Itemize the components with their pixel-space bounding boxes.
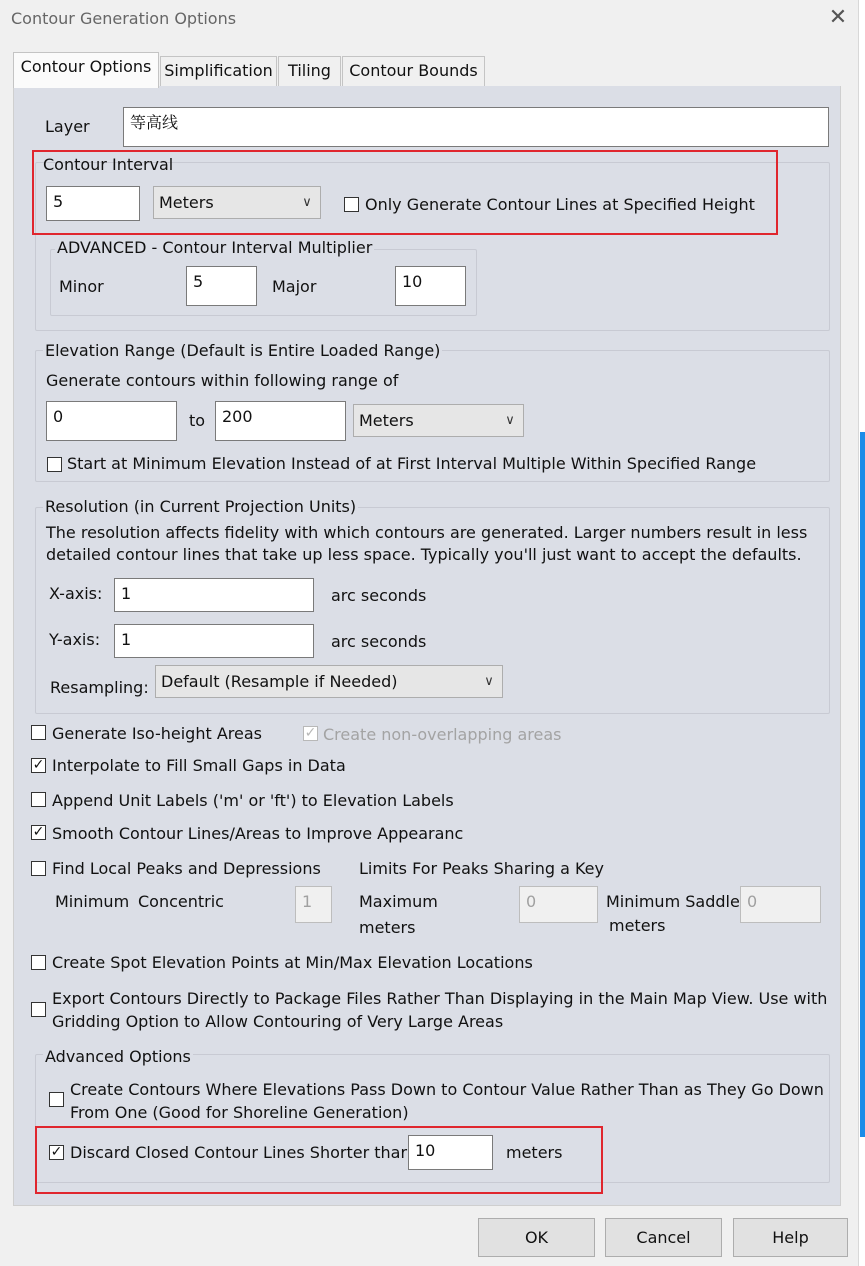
iso-height-areas-label: Generate Iso-height Areas xyxy=(52,724,262,743)
elevation-from-input[interactable]: 0 xyxy=(46,401,177,441)
help-button[interactable]: Help xyxy=(733,1218,848,1257)
to-label: to xyxy=(189,411,206,430)
resolution-description-2: detailed contour lines that take up less space. Typically you'll just want to accept the defaults. xyxy=(46,545,802,564)
elevation-range-prompt: Generate contours within following range of xyxy=(46,371,399,390)
interpolate-gaps-checkbox[interactable]: ✓ xyxy=(32,757,45,773)
tab-tiling[interactable]: Tiling xyxy=(278,56,341,87)
smooth-contours-checkbox[interactable]: ✓ xyxy=(32,824,45,840)
tab-simplification[interactable]: Simplification xyxy=(160,56,277,87)
spot-elevation-label: Create Spot Elevation Points at Min/Max Elevation Locations xyxy=(52,953,533,972)
highlight-box-contour-interval xyxy=(32,150,778,235)
spot-elevation-checkbox[interactable] xyxy=(31,955,46,970)
peak-limits-label: Limits For Peaks Sharing a Key xyxy=(359,859,604,878)
non-overlapping-areas-label: Create non-overlapping areas xyxy=(323,725,562,744)
elevation-units-select[interactable] xyxy=(353,404,524,437)
x-axis-units: arc seconds xyxy=(331,586,427,605)
maximum-units: meters xyxy=(359,918,416,937)
discard-closed-label: Discard Closed Contour Lines Shorter thar xyxy=(70,1143,408,1162)
smooth-contours-label: Smooth Contour Lines/Areas to Improve Appearanc xyxy=(52,824,464,843)
elevation-to-input[interactable]: 200 xyxy=(215,401,346,441)
append-unit-labels-checkbox[interactable] xyxy=(31,792,46,807)
resolution-description-1: The resolution affects fidelity with which contours are generated. Larger numbers result in less xyxy=(46,523,808,542)
layer-name-input[interactable]: 等高线 xyxy=(123,107,829,147)
pass-down-checkbox[interactable] xyxy=(49,1092,64,1107)
cancel-button[interactable]: Cancel xyxy=(605,1218,722,1257)
minimum-saddle-input[interactable]: 0 xyxy=(740,886,821,923)
contour-interval-title: Contour Interval xyxy=(43,155,174,174)
background-window-accent xyxy=(860,432,865,1137)
elevation-units-value: Meters xyxy=(359,411,414,430)
close-icon[interactable]: ✕ xyxy=(828,5,848,30)
chevron-down-icon: ∨ xyxy=(505,413,515,428)
discard-length-units: meters xyxy=(506,1143,563,1162)
x-axis-resolution-input[interactable]: 1 xyxy=(114,578,314,612)
minimum-saddle-units: meters xyxy=(609,916,666,935)
export-contours-label-2: Gridding Option to Allow Contouring of Very Large Areas xyxy=(52,1012,504,1031)
minor-multiplier-input[interactable]: 5 xyxy=(186,266,257,306)
maximum-label: Maximum xyxy=(359,892,438,911)
discard-length-input[interactable]: 10 xyxy=(408,1135,493,1170)
tab-contour-bounds[interactable]: Contour Bounds xyxy=(342,56,485,87)
resampling-select[interactable] xyxy=(155,665,503,698)
y-axis-label: Y-axis: xyxy=(49,630,101,649)
y-axis-units: arc seconds xyxy=(331,632,427,651)
tab-contour-options[interactable]: Contour Options xyxy=(13,52,159,88)
only-specified-height-label: Only Generate Contour Lines at Specified Height xyxy=(365,195,755,214)
minimum-saddle-label: Minimum Saddle xyxy=(606,892,740,911)
resampling-label: Resampling: xyxy=(50,678,149,697)
resolution-title: Resolution (in Current Projection Units) xyxy=(45,497,357,516)
x-axis-label: X-axis: xyxy=(49,584,103,603)
non-overlapping-areas-checkbox[interactable]: ✓ xyxy=(304,725,317,741)
highlight-box-discard xyxy=(35,1126,603,1194)
y-axis-resolution-input[interactable]: 1 xyxy=(114,624,314,658)
append-unit-labels-label: Append Unit Labels ('m' or 'ft') to Elevation Labels xyxy=(52,791,454,810)
major-label: Major xyxy=(272,277,317,296)
resampling-value: Default (Resample if Needed) xyxy=(161,672,398,691)
start-min-elevation-label: Start at Minimum Elevation Instead of at First Interval Multiple Within Specified Range xyxy=(67,454,757,473)
advanced-options-title: Advanced Options xyxy=(45,1047,191,1066)
layer-label: Layer xyxy=(45,117,90,136)
elevation-range-title: Elevation Range (Default is Entire Loaded Range) xyxy=(45,341,441,360)
contour-interval-units-value: Meters xyxy=(159,193,214,212)
iso-height-areas-checkbox[interactable] xyxy=(31,725,46,740)
chevron-down-icon: ∨ xyxy=(484,674,494,689)
advanced-multiplier-title: ADVANCED - Contour Interval Multiplier xyxy=(57,238,373,257)
pass-down-label-2: From One (Good for Shoreline Generation) xyxy=(70,1103,409,1122)
concentric-input[interactable]: 1 xyxy=(295,886,332,923)
interpolate-gaps-label: Interpolate to Fill Small Gaps in Data xyxy=(52,756,346,775)
find-peaks-checkbox[interactable] xyxy=(31,861,46,876)
export-contours-label-1: Export Contours Directly to Package Files Rather Than Displaying in the Main Map View. Use with xyxy=(52,989,828,1008)
discard-closed-checkbox[interactable]: ✓ xyxy=(50,1144,63,1160)
find-peaks-label: Find Local Peaks and Depressions xyxy=(52,859,321,878)
contour-interval-input[interactable]: 5 xyxy=(46,186,140,221)
export-contours-checkbox[interactable] xyxy=(31,1002,46,1017)
start-min-elevation-checkbox[interactable] xyxy=(47,457,62,472)
minor-label: Minor xyxy=(59,277,104,296)
concentric-label: Concentric xyxy=(138,892,224,911)
major-multiplier-input[interactable]: 10 xyxy=(395,266,466,306)
ok-button[interactable]: OK xyxy=(478,1218,595,1257)
maximum-input[interactable]: 0 xyxy=(519,886,598,923)
chevron-down-icon: ∨ xyxy=(302,195,312,210)
minimum-label: Minimum xyxy=(55,892,130,911)
window-title: Contour Generation Options xyxy=(11,9,237,28)
pass-down-label-1: Create Contours Where Elevations Pass Down to Contour Value Rather Than as They Go Down xyxy=(70,1080,824,1099)
